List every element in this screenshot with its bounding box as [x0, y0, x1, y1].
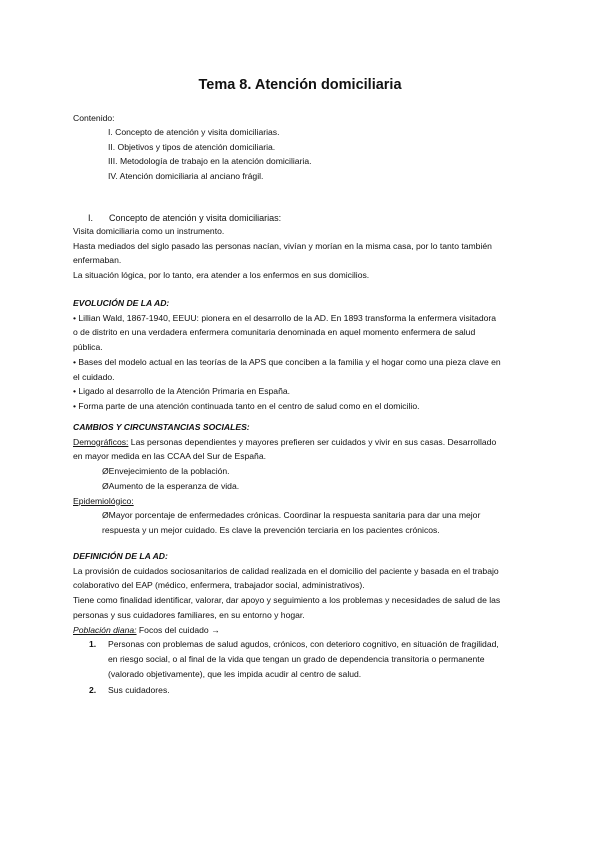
paragraph-line: La provisión de cuidados sociosanitarios de calidad realizada en el domicilio del paciente y basada en el trabajo [73, 565, 499, 576]
section-number: I. [88, 213, 94, 223]
epidemiologico-item: respuesta y un mejor cuidado. Es clave la prevención terciaria en los pacientes crónicos. [102, 524, 440, 535]
paragraph-line: personas y sus cuidadores familiares, en su entorno y hogar. [73, 609, 305, 620]
bullet-line: • Ligado al desarrollo de la Atención Primaria en España. [73, 386, 291, 397]
demograficos-line [73, 435, 533, 450]
cambios-heading: CAMBIOS Y CIRCUNSTANCIAS SOCIALES: [73, 422, 250, 432]
demograficos-item: ØAumento de la esperanza de vida. [102, 480, 240, 491]
section1-body [73, 224, 533, 283]
poblacion-text: Focos del cuidado → [136, 624, 220, 635]
page-title: Tema 8. Atención domiciliaria [198, 77, 402, 93]
demograficos-label: Demográficos: [73, 436, 129, 447]
section-title: Concepto de atención y visita domiciliarias: [109, 213, 282, 223]
evolucion-section [73, 296, 533, 414]
table-of-contents [108, 125, 312, 184]
demograficos-item: ØEnvejecimiento de la población. [102, 466, 230, 477]
paragraph-line: colaborativo del EAP (médico, enfermera, trabajador social, administrativos). [73, 580, 365, 591]
list-number: 1. [89, 639, 97, 650]
bullet-line: pública. [73, 342, 103, 353]
paragraph-line: Hasta mediados del siglo pasado las personas nacían, vivían y morían en la misma casa, por lo tanto también [73, 240, 492, 251]
demograficos-text: Las personas dependientes y mayores prefieren ser cuidados y vivir en sus casas. Desarrollado [128, 436, 497, 447]
bullet-line: • Lillian Wald, 1867-1940, EEUU: pionera en el desarrollo de la AD. En 1893 transforma la enfermera visitadora [73, 312, 497, 323]
bullet-line: el cuidado. [73, 371, 115, 382]
contents-label: Contenido: [73, 113, 115, 123]
list-number: 2. [89, 685, 97, 696]
bullet-line: o de distrito en una verdadera enfermera comunitaria denominada en aquel momento enfermera de salud [73, 327, 476, 338]
bullet-line: • Bases del modelo actual en las teorías de la APS que conciben a la familia y el hogar como una pieza clave en [73, 356, 501, 367]
bullet-line: • Forma parte de una atención continuada tanto en el centro de salud como en el domicilio. [73, 400, 420, 411]
demograficos-continuation: en mayor medida en las CCAA del Sur de España. [73, 451, 266, 462]
definicion-heading: DEFINICIÓN DE LA AD: [73, 551, 168, 561]
paragraph-line: Visita domiciliaria como un instrumento. [73, 226, 225, 236]
evolucion-heading: EVOLUCIÓN DE LA AD: [73, 298, 170, 308]
poblacion-label: Población diana: [73, 624, 137, 635]
toc-item: IV. Atención domiciliaria al anciano frágil. [108, 171, 264, 182]
paragraph-line: La situación lógica, por lo tanto, era atender a los enfermos en sus domicilios. [73, 270, 370, 281]
paragraph-line: enfermaban. [73, 255, 122, 266]
list-item-line: Sus cuidadores. [108, 685, 170, 696]
contents-label-block [73, 111, 533, 126]
epidemiologico-item: ØMayor porcentaje de enfermedades crónicas. Coordinar la respuesta sanitaria para dar una mejor [102, 510, 481, 521]
list-item-line: Personas con problemas de salud agudos, crónicos, con deterioro cognitivo, en situación de fragilidad, [108, 639, 499, 650]
paragraph-line: Tiene como finalidad identificar, valorar, dar apoyo y seguimiento a los problemas y necesidades de salud de las [73, 595, 501, 606]
toc-item: III. Metodología de trabajo en la atención domiciliaria. [108, 156, 312, 167]
list-item [73, 683, 533, 698]
toc-item: I. Concepto de atención y visita domiciliarias. [108, 127, 280, 137]
definicion-section [73, 549, 533, 698]
epidemiologico-label: Epidemiológico: [73, 495, 134, 506]
poblacion-line [73, 623, 533, 638]
cambios-section [73, 420, 533, 538]
toc-item: II. Objetivos y tipos de atención domiciliaria. [108, 141, 276, 152]
list-item-line: (valorado objetivamente), que les impida acudir al centro de salud. [108, 668, 362, 679]
list-item-line: en riesgo social, o al final de la vida que tengan un grado de dependencia transitoria o permanente [108, 653, 485, 664]
list-item [73, 637, 533, 681]
